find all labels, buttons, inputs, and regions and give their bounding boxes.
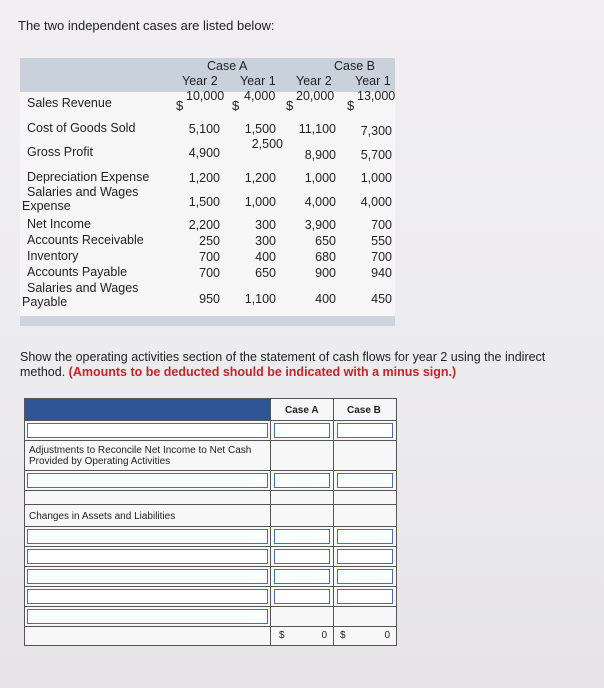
amount-input-case-a[interactable] [274, 423, 330, 438]
cell-value: 4,000 [244, 89, 276, 103]
amount-input-case-a[interactable] [274, 549, 330, 564]
worksheet-row [25, 527, 396, 547]
total-cell-case-b [333, 627, 396, 645]
worksheet-header-case-a [270, 399, 333, 420]
worksheet-row [25, 471, 396, 491]
amount-cell [333, 607, 396, 626]
currency-sign: $ [347, 98, 355, 113]
year-header: Year 1 [240, 74, 276, 88]
amount-input-case-a[interactable] [274, 473, 330, 488]
amount-cell [270, 587, 333, 606]
amount-cell [333, 587, 396, 606]
row-label: Net Income [27, 217, 91, 231]
amount-input-case-a[interactable] [274, 569, 330, 584]
amount-input-case-b[interactable] [337, 569, 393, 584]
cell-value: 700 [199, 250, 220, 264]
blank-cell [270, 491, 333, 504]
cell-value: 5,100 [188, 122, 220, 136]
cell-value: 300 [255, 234, 276, 248]
worksheet-spacer-row [25, 491, 396, 505]
cash-flow-worksheet [24, 398, 397, 646]
worksheet-row [25, 547, 396, 567]
cell-value: 700 [199, 266, 220, 280]
amount-cell [333, 567, 396, 586]
cell-value: 4,000 [304, 195, 336, 209]
row-label: Gross Profit [27, 145, 93, 159]
cell-value: 1,000 [360, 171, 392, 185]
worksheet-header-case-b [333, 399, 396, 420]
line-item-input[interactable] [27, 423, 268, 438]
cell-value: 550 [371, 234, 392, 248]
cell-value: 2,200 [188, 218, 220, 232]
amount-cell [333, 547, 396, 566]
row-label: Depreciation Expense [27, 170, 150, 184]
cell-value: 1,000 [244, 195, 276, 209]
cell-value: 300 [255, 218, 276, 232]
amount-cell [270, 547, 333, 566]
cell-value: 950 [199, 292, 220, 306]
row-label [22, 281, 152, 309]
cell-value: 450 [371, 292, 392, 306]
row-label: Sales Revenue [27, 96, 112, 110]
question-text [20, 350, 580, 380]
cell-value: 4,000 [360, 195, 392, 209]
amount-input-case-a[interactable] [274, 589, 330, 604]
amount-input-case-a[interactable] [274, 529, 330, 544]
blank-cell [270, 441, 333, 470]
cell-value: 10,000 [186, 89, 225, 103]
row-label: Accounts Payable [27, 265, 128, 279]
worksheet-section-row [25, 441, 396, 471]
cell-value: 2,500 [251, 137, 283, 151]
cell-value: 900 [315, 266, 336, 280]
year-header: Year 1 [355, 74, 391, 88]
cell-value: 250 [199, 234, 220, 248]
line-item-input[interactable] [27, 569, 268, 584]
case-a-header: Case A [207, 59, 248, 73]
line-item-input[interactable] [27, 473, 268, 488]
amount-input-case-b[interactable] [337, 473, 393, 488]
year-header: Year 2 [296, 74, 332, 88]
amount-cell [270, 471, 333, 490]
cell-value: 700 [371, 250, 392, 264]
line-item-input[interactable] [27, 529, 268, 544]
question-instruction: (Amounts to be deducted should be indicated with a minus sign.) [68, 365, 457, 379]
currency-sign: $ [232, 98, 240, 113]
amount-cell [333, 527, 396, 546]
worksheet-header-label-cell [25, 399, 270, 420]
total-currency-case-b: $ [340, 630, 346, 641]
adjustments-label: Adjustments to Reconcile Net Income to Net Cash Provided by Operating Activities [29, 445, 252, 467]
row-label [22, 185, 142, 213]
amount-cell [270, 567, 333, 586]
row-label: Inventory [27, 249, 79, 263]
cell-value: 7,300 [360, 124, 392, 138]
cell-value: 1,500 [244, 122, 276, 136]
cell-value: 400 [255, 250, 276, 264]
amount-input-case-b[interactable] [337, 589, 393, 604]
cell-value: 1,200 [188, 171, 220, 185]
intro-text: The two independent cases are listed below: [18, 18, 275, 33]
blank-cell [333, 505, 396, 526]
total-cell-case-a [270, 627, 333, 645]
case-b-header: Case B [334, 59, 375, 73]
cell-value: 1,000 [304, 171, 336, 185]
line-item-input[interactable] [27, 609, 268, 624]
row-label: Accounts Receivable [27, 233, 144, 247]
amount-input-case-b[interactable] [337, 549, 393, 564]
cell-value: 4,900 [188, 146, 220, 160]
worksheet-row [25, 587, 396, 607]
changes-label: Changes in Assets and Liabilities [29, 511, 176, 522]
cell-value: 20,000 [296, 89, 335, 103]
column-header-case-b: Case B [347, 405, 381, 416]
worksheet-row [25, 567, 396, 587]
cell-value: 1,200 [244, 171, 276, 185]
cell-value: 1,500 [188, 195, 220, 209]
blank-cell [270, 505, 333, 526]
amount-cell [270, 607, 333, 626]
blank-cell [333, 441, 396, 470]
worksheet-row [25, 421, 396, 441]
line-item-input[interactable] [27, 589, 268, 604]
cell-value: 1,100 [244, 292, 276, 306]
total-currency-case-a: $ [279, 630, 285, 641]
cell-value: 3,900 [304, 218, 336, 232]
amount-cell [270, 527, 333, 546]
cell-value: 680 [315, 250, 336, 264]
cell-value: 11,100 [298, 122, 336, 136]
cell-value: 650 [255, 266, 276, 280]
worksheet-section-row [25, 505, 396, 527]
line-item-input[interactable] [27, 549, 268, 564]
cell-value: 13,000 [357, 89, 396, 103]
amount-cell [270, 421, 333, 440]
row-label-text: Salaries and Wages Payable [22, 281, 139, 309]
worksheet-row [25, 607, 396, 627]
cell-value: 940 [371, 266, 392, 280]
column-header-case-a: Case A [285, 405, 319, 416]
question-body: Show the operating activities section of the statement of cash flows for year 2 using the indirect method. [20, 350, 546, 379]
total-value-case-a: 0 [321, 630, 327, 641]
cell-value: 700 [371, 218, 392, 232]
cell-value: 400 [315, 292, 336, 306]
row-label: Cost of Goods Sold [27, 121, 136, 135]
blank-cell [333, 491, 396, 504]
year-header: Year 2 [182, 74, 218, 88]
cell-value: 650 [315, 234, 336, 248]
currency-sign: $ [176, 98, 184, 113]
currency-sign: $ [286, 98, 294, 113]
cell-value: 5,700 [360, 148, 392, 162]
worksheet-header-row [25, 399, 396, 421]
row-label-text: Salaries and Wages Expense [22, 185, 139, 213]
amount-cell [333, 471, 396, 490]
worksheet-total-row [25, 627, 396, 645]
cell-value: 8,900 [304, 148, 336, 162]
table-footer-band [20, 316, 395, 326]
total-value-case-b: 0 [384, 630, 390, 641]
amount-cell [333, 421, 396, 440]
cases-table [20, 58, 395, 326]
amount-input-case-b[interactable] [337, 529, 393, 544]
amount-input-case-b[interactable] [337, 423, 393, 438]
